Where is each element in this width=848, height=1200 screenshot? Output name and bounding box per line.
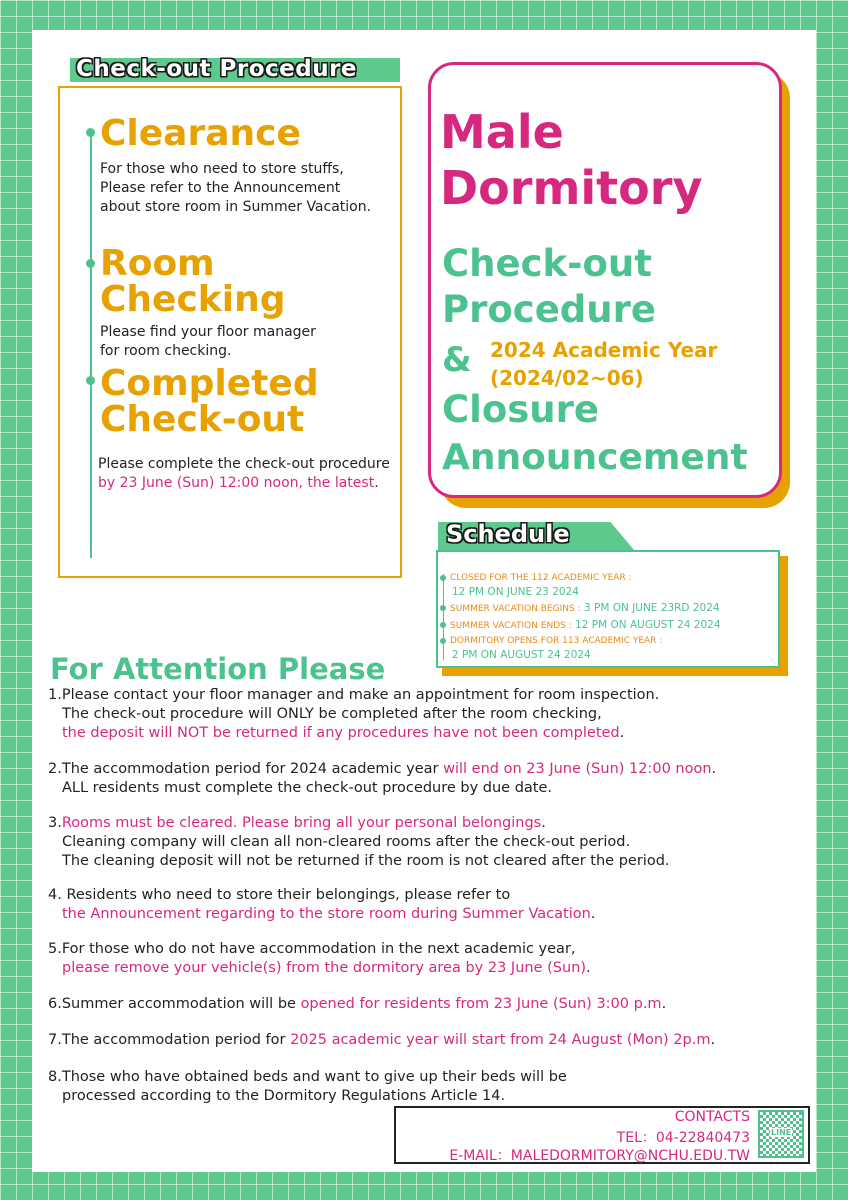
contacts-tel: TEL：04-22840473 (616, 1130, 750, 1146)
attention-item-8: 8.Those who have obtained beds and want to give up their beds will be processed according to the Dormitory Regulations Article 14. (48, 1069, 567, 1104)
qr-line-label: LINE (771, 1128, 792, 1137)
academic-year: 2024 Academic Year (490, 338, 718, 362)
attention-item-6: 6.Summer accommodation will be opened for residents from 23 June (Sun) 3:00 p.m. (48, 996, 667, 1012)
attention-title: For Attention Please (50, 652, 386, 686)
schedule-dot (440, 575, 446, 581)
procedure-header: Check-out Procedure (76, 56, 358, 82)
step-clearance-text: For those who need to store stuffs, Please refer to the Announcement about store room in Summer Vacation. (100, 161, 372, 215)
schedule-dot (440, 622, 446, 628)
timeline-dot (86, 376, 95, 385)
schedule-dot (440, 605, 446, 611)
step-room-checking-title: Room Checking (100, 243, 286, 320)
title-checkout: Check-out (442, 242, 652, 285)
step-clearance-title: Clearance (100, 113, 301, 154)
schedule-item: DORMITORY OPENS FOR 113 ACADEMIC YEAR : 2 PM ON AUGUST 24 2024 (450, 636, 663, 661)
title-ampersand: & (442, 340, 472, 380)
attention-item-3: 3.Rooms must be cleared. Please bring all your personal belongings. Cleaning company will clean all non-cleared rooms after the check-out period. The cleaning deposit will not be returned if the room is not cleared after the period. (48, 815, 670, 869)
contacts-email[interactable]: E-MAIL：MALEDORMITORY@NCHU.EDU.TW (449, 1148, 750, 1164)
title-announcement: Announcement (442, 437, 748, 478)
step-completed-title: Completed Check-out (100, 363, 319, 440)
step-completed-text: Please complete the check-out procedure by 23 June (Sun) 12:00 noon, the latest. (98, 456, 390, 491)
schedule-item: SUMMER VACATION ENDS : 12 PM ON AUGUST 24 2024 (450, 619, 721, 631)
academic-period: (2024/02~06) (490, 366, 644, 390)
dormitory-title: Male Dormitory (440, 105, 703, 215)
attention-item-4: 4. Residents who need to store their belongings, please refer to the Announcement regarding to the store room during Summer Vacation. (48, 887, 596, 922)
attention-item-2: 2.The accommodation period for 2024 academic year will end on 23 June (Sun) 12:00 noon. ALL residents must complete the check-out procedure by due date. (48, 761, 717, 796)
attention-item-1: 1.Please contact your floor manager and make an appointment for room inspection. The check-out procedure will ONLY be completed after the room checking, the deposit will NOT be returned if any procedures have not been completed. (48, 687, 660, 741)
procedure-timeline (90, 130, 92, 558)
schedule-item: SUMMER VACATION BEGINS : 3 PM ON JUNE 23RD 2024 (450, 602, 720, 614)
attention-item-7: 7.The accommodation period for 2025 academic year will start from 24 August (Mon) 2p.m. (48, 1032, 716, 1048)
title-procedure: Procedure (442, 288, 656, 331)
timeline-dot (86, 128, 95, 137)
title-closure: Closure (442, 388, 599, 431)
attention-item-5: 5.For those who do not have accommodation in the next academic year, please remove your vehicle(s) from the dormitory area by 23 June (Sun). (48, 941, 591, 976)
timeline-dot (86, 259, 95, 268)
schedule-dot (440, 638, 446, 644)
step-room-checking-text: Please find your floor manager for room checking. (100, 324, 316, 359)
schedule-item: CLOSED FOR THE 112 ACADEMIC YEAR : 12 PM ON JUNE 23 2024 (450, 573, 632, 598)
schedule-timeline (443, 574, 444, 660)
contacts-label: CONTACTS (674, 1109, 750, 1125)
schedule-header: Schedule (446, 520, 570, 548)
